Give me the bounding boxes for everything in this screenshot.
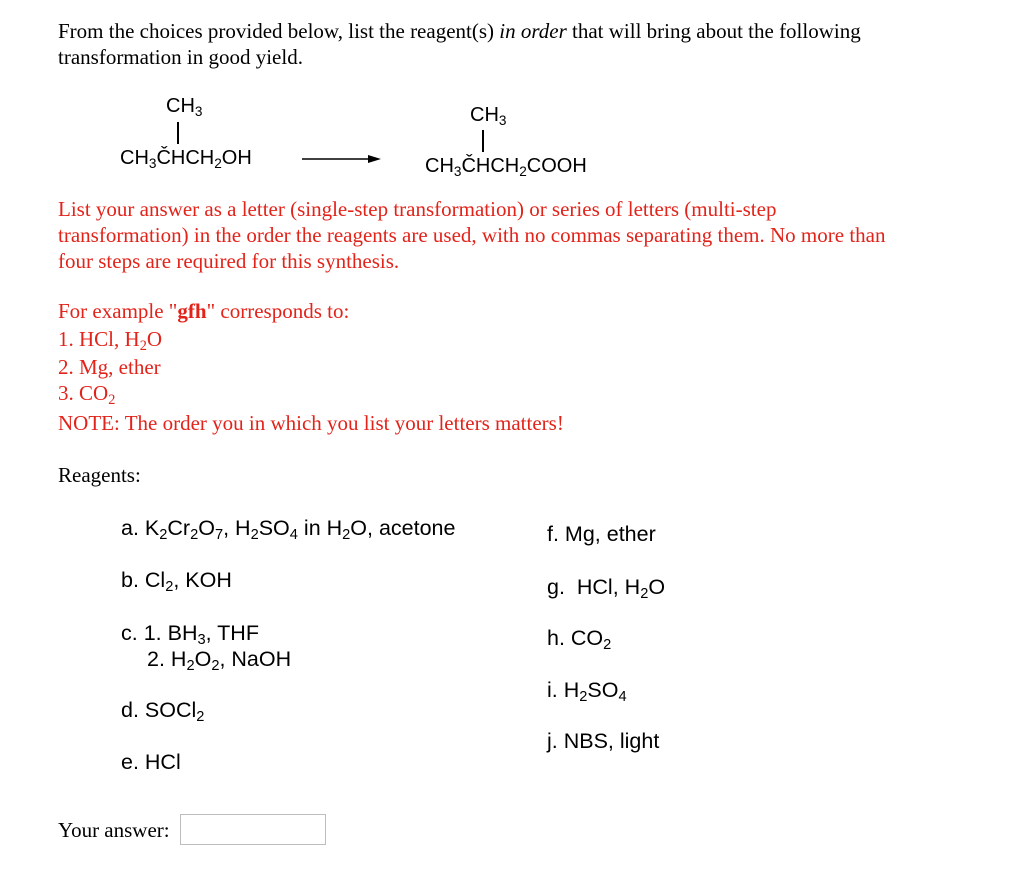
reagent-c-step-2: 2. $H_2O_2$, NaOH: [147, 647, 292, 675]
example-step-2: 2. Mg, ether: [58, 355, 161, 379]
reagent-b: b. $Cl_2$, KOH: [121, 568, 232, 596]
answer-label: Your answer:: [58, 818, 170, 842]
reagent-e: e. HCl: [121, 750, 181, 774]
reagent-a: a. $K_2Cr_2O_7$, $H_2SO_4$ in $H_2O$, acetone: [121, 516, 456, 544]
example-intro: For example "gfh" corresponds to:: [58, 299, 350, 323]
reagent-c-step-1: c. 1. $BH_3$, THF: [121, 621, 259, 649]
instructions-line-3: four steps are required for this synthesis.: [58, 249, 400, 273]
reagent-j: j. NBS, light: [547, 729, 660, 753]
product-formula: $CH_3ČHCH_2COOH$: [425, 155, 587, 179]
example-block: [58, 298, 564, 436]
example-note: NOTE: The order you in which you list your letters matters!: [58, 411, 564, 435]
reagents-heading: Reagents:: [58, 463, 141, 487]
reactant-branch-bond: [177, 122, 179, 144]
question-line-1: From the choices provided below, list the reagent(s) in order that will bring about the following: [58, 19, 861, 43]
reactant-branch-methyl: $CH_3$: [166, 95, 203, 119]
reactant-formula: $CH_3ČHCH_2OH$: [120, 147, 252, 171]
instructions-line-2: transformation) in the order the reagents are used, with no commas separating them. No more than: [58, 223, 886, 247]
question-text: [58, 18, 861, 70]
question-emphasis: in order: [499, 19, 567, 43]
answer-input[interactable]: [180, 814, 326, 845]
product-branch-methyl: $CH_3$: [470, 104, 507, 128]
example-code: gfh: [177, 299, 207, 323]
reaction-arrow-icon: [300, 152, 382, 166]
reagent-i: i. $H_2SO_4$: [547, 678, 627, 706]
reagent-g: g. HCl, $H_2O$: [547, 575, 666, 603]
example-step-3: 3. $CO_2$: [58, 381, 116, 408]
reagent-f: f. Mg, ether: [547, 522, 656, 546]
example-step-1: 1. HCl, $H_2O$: [58, 327, 162, 354]
reagent-h: h. $CO_2$: [547, 626, 612, 654]
question-line-2: transformation in good yield.: [58, 45, 303, 69]
instructions: [58, 196, 886, 274]
instructions-line-1: List your answer as a letter (single-step transformation) or series of letters (multi-step: [58, 197, 777, 221]
product-branch-bond: [482, 130, 484, 152]
reagent-d: d. SOCl$_2$: [121, 698, 205, 726]
